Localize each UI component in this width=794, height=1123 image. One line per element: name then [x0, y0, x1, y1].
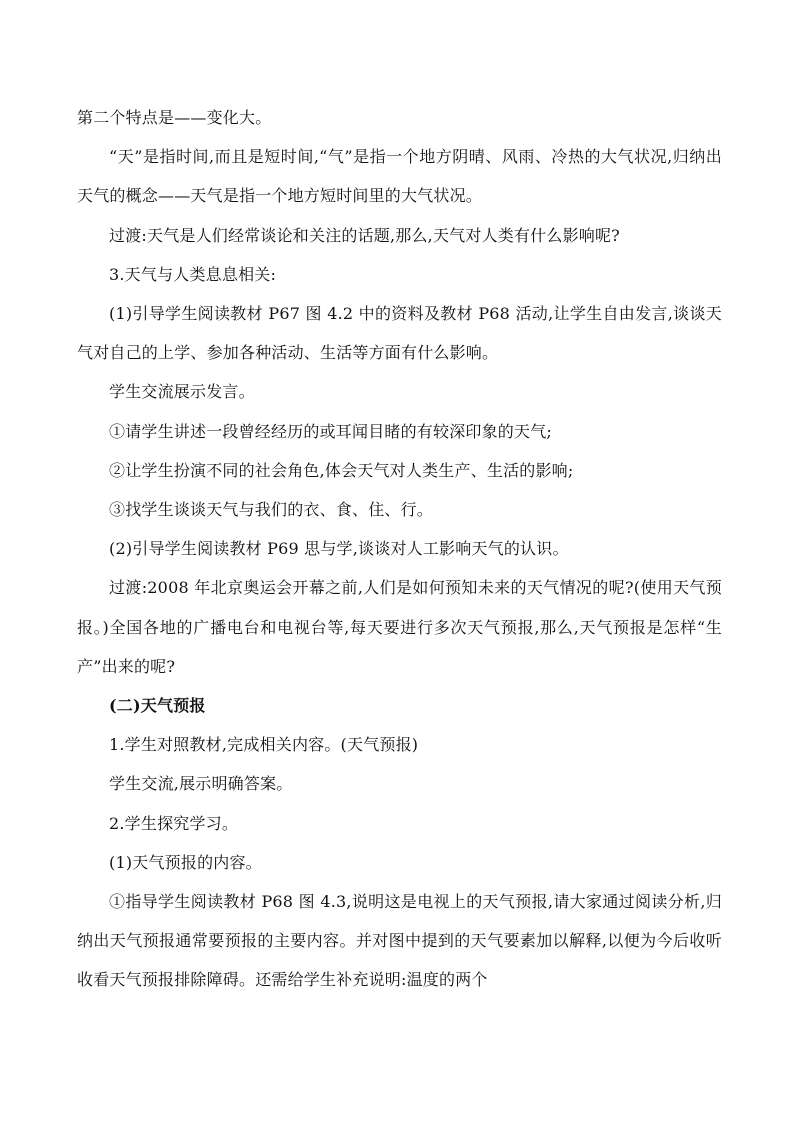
- paragraph-14: 学生交流,展示明确答案。: [109, 774, 293, 794]
- document-body: [77, 98, 722, 1000]
- paragraph-3: 过渡:天气是人们经常谈论和关注的话题,那么,天气对人类有什么影响呢?: [109, 225, 620, 245]
- paragraph-6: 学生交流展示发言。: [109, 382, 255, 402]
- paragraph-7: ①请学生讲述一段曾经经历的或耳闻目睹的有较深印象的天气;: [109, 421, 552, 441]
- paragraph-8: ②让学生扮演不同的社会角色,体会天气对人类生产、生活的影响;: [109, 460, 574, 480]
- paragraph-13: 1.学生对照教材,完成相关内容。(天气预报): [109, 735, 419, 755]
- section-heading-weather-forecast: (二)天气预报: [109, 696, 206, 716]
- paragraph-5: (1)引导学生阅读教材 P67 图 4.2 中的资料及教材 P68 活动,让学生自由发言,谈谈天气对自己的上学、参加各种活动、生活等方面有什么影响。: [77, 304, 722, 363]
- paragraph-4: 3.天气与人类息息相关:: [109, 264, 277, 284]
- paragraph-16: (1)天气预报的内容。: [109, 852, 262, 872]
- paragraph-2: “天”是指时间,而且是短时间,“气”是指一个地方阴晴、风雨、冷热的大气状况,归纳出天气的概念——天气是指一个地方短时间里的大气状况。: [77, 147, 722, 206]
- paragraph-15: 2.学生探究学习。: [109, 813, 239, 833]
- paragraph-17: ①指导学生阅读教材 P68 图 4.3,说明这是电视上的天气预报,请大家通过阅读分析,归纳出天气预报通常要预报的主要内容。并对图中提到的天气要素加以解释,以便为今后收听收看天气预报排除障碍。还需给学生补充说明:温度的两个: [77, 892, 722, 990]
- paragraph-11: 过渡:2008 年北京奥运会开幕之前,人们是如何预知未来的天气情况的呢?(使用天气预报。)全国各地的广播电台和电视台等,每天要进行多次天气预报,那么,天气预报是怎样“生产”出来的呢?: [77, 578, 722, 676]
- paragraph-10: (2)引导学生阅读教材 P69 思与学,谈谈对人工影响天气的认识。: [109, 539, 569, 559]
- paragraph-9: ③找学生谈谈天气与我们的衣、食、住、行。: [109, 500, 434, 520]
- paragraph-1: 第二个特点是——变化大。: [77, 108, 272, 127]
